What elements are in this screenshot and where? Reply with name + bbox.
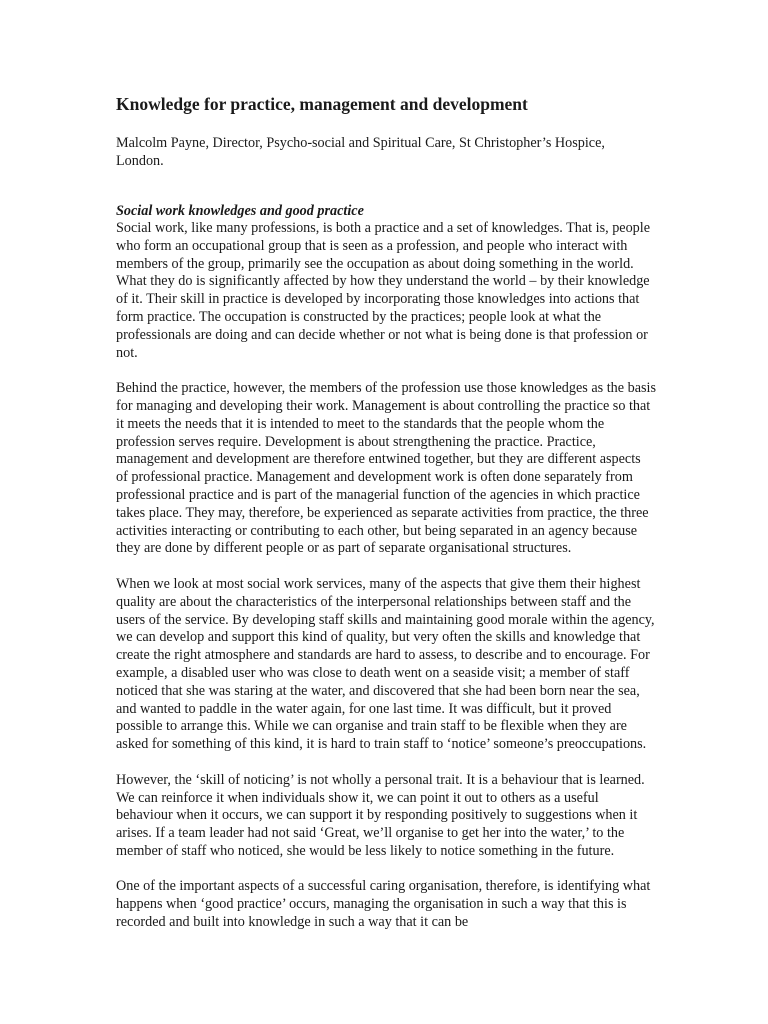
document-title: Knowledge for practice, management and development	[116, 94, 528, 114]
author-line: Malcolm Payne, Director, Psycho-social and Spiritual Care, St Christopher’s Hospice, London.	[116, 135, 605, 169]
paragraph-4: However, the ‘skill of noticing’ is not wholly a personal trait. It is a behaviour that is learned. We can reinforce it when individuals show it, we can point it out to others as a useful behaviour when it occurs, we can support it by responding positively to suggestions when it arises. If a team leader had not said ‘Great, we’ll organise to get her into the water,’ to the member of staff who noticed, she would be less likely to notice something in the future.	[116, 771, 645, 859]
paragraph-3: When we look at most social work services, many of the aspects that give them their highest quality are about the characteristics of the interpersonal relationships between staff and the users of the service. By developing staff skills and maintaining good morale within the agency, we can develop and support this kind of quality, but very often the skills and knowledge that create the right atmosphere and standards are hard to assess, to describe and to encourage. For example, a disabled user who was close to death went on a seaside visit; a member of staff noticed that she was staring at the water, and discovered that she had been born near the sea, and wanted to paddle in the water again, for one last time. It was difficult, but it proved possible to arrange this. While we can organise and train staff to be flexible when they are asked for something of this kind, it is hard to train staff to ‘notice’ someone’s preoccupations.	[116, 575, 655, 753]
paragraph-2: Behind the practice, however, the members of the profession use those knowledges as the basis for managing and developing their work. Management is about controlling the practice so that it meets the needs that it is intended to meet to the standards that the people whom the profession serves require. Development is about strengthening the practice. Practice, management and development are therefore entwined together, but they are different aspects of professional practice. Management and development work is often done separately from professional practice and is part of the managerial function of the agencies in which practice takes place. They may, therefore, be experienced as separate activities from practice, the three activities interacting or contributing to each other, but being separated in an agency because they are done by different people or as part of separate organisational structures.	[116, 380, 656, 557]
section-heading: Social work knowledges and good practice	[116, 203, 364, 219]
paragraph-1: Social work, like many professions, is both a practice and a set of knowledges. That is, people who form an occupational group that is seen as a profession, and people who interact with members of the group, primarily see the occupation as about doing something in the world. What they do is significantly affected by how they understand the world – by their knowledge of it. Their skill in practice is developed by incorporating those knowledges into actions that form practice. The occupation is constructed by the practices; people look at what the professionals are doing and can decide whether or not what is being done is that profession or not.	[116, 220, 651, 361]
document-content	[116, 94, 656, 932]
paragraph-5: One of the important aspects of a successful caring organisation, therefore, is identifying what happens when ‘good practice’ occurs, managing the organisation in such a way that this is recorded and built into knowledge in such a way that it can be	[116, 878, 651, 931]
